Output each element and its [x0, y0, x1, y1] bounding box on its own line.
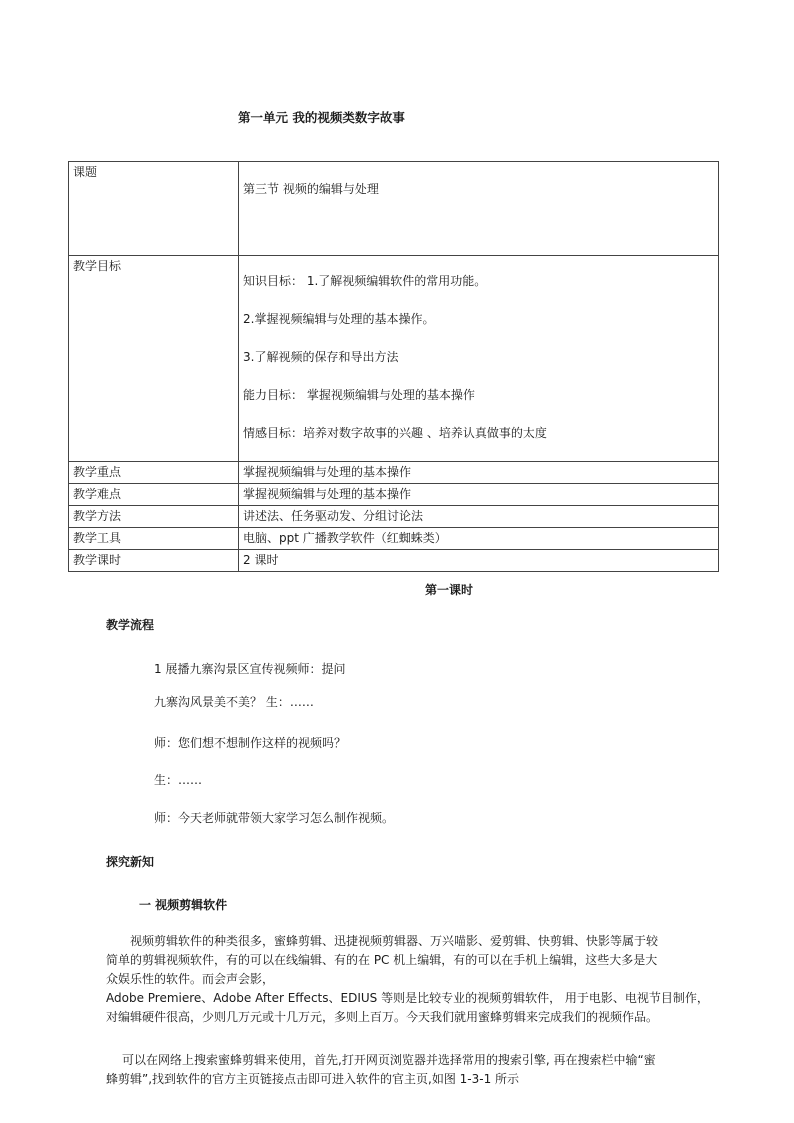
paragraph-line: 简单的剪辑视频软件，有的可以在线编辑、有的在 PC 机上编辑，有的可以在手机上编辑，这些大多是大: [106, 953, 658, 967]
table-row: [69, 550, 719, 572]
row-value: 2 课时: [239, 550, 719, 572]
goals-value: [239, 256, 719, 462]
paragraph-line: Adobe Premiere、Adobe After Effects、EDIUS 等则是比较专业的视频剪辑软件， 用于电影、电视节目制作，: [106, 991, 709, 1005]
lesson-plan-table: [68, 161, 719, 572]
row-value: 掌握视频编辑与处理的基本操作: [239, 484, 719, 506]
goal-item: 3.了解视频的保存和导出方法: [243, 350, 399, 364]
flow-line: 九寨沟风景美不美？ 生：……: [154, 695, 314, 709]
topic-label: 课题: [69, 162, 239, 256]
explore-heading: 探究新知: [106, 855, 155, 869]
goal-item: 知识目标： 1.了解视频编辑软件的常用功能。: [243, 274, 487, 288]
goal-item: 2.掌握视频编辑与处理的基本操作。: [243, 312, 435, 326]
row-value: 掌握视频编辑与处理的基本操作: [239, 462, 719, 484]
row-label: 教学课时: [69, 550, 239, 572]
flow-line: 1 展播九寨沟景区宣传视频师：提问: [154, 662, 346, 676]
paragraph-line: 视频剪辑软件的种类很多，蜜蜂剪辑、迅捷视频剪辑器、万兴喵影、爱剪辑、快剪辑、快影等属于较: [130, 934, 659, 948]
goal-item: 能力目标： 掌握视频编辑与处理的基本操作: [243, 388, 475, 402]
flow-line: 生：……: [154, 773, 203, 787]
intro-paragraph: [106, 932, 709, 1027]
table-row: [69, 528, 719, 550]
flow-line: 师：您们想不想制作这样的视频吗？: [154, 736, 347, 750]
goals-label: 教学目标: [69, 256, 239, 462]
row-label: 教学难点: [69, 484, 239, 506]
paragraph-line: 蜂剪辑”,找到软件的官方主页链接点击即可进入软件的官主页,如图 1-3-1 所示: [106, 1072, 520, 1086]
goal-item: 情感目标：培养对数字故事的兴趣 、培养认真做事的太度: [243, 426, 547, 440]
flow-heading: 教学流程: [106, 618, 155, 632]
table-row-topic: [69, 162, 719, 256]
row-label: 教学工具: [69, 528, 239, 550]
lesson-heading: 第一课时: [425, 583, 474, 597]
table-row: [69, 462, 719, 484]
section-heading: 一 视频剪辑软件: [139, 898, 228, 912]
table-row: [69, 484, 719, 506]
row-label: 教学方法: [69, 506, 239, 528]
row-value: 讲述法、任务驱动发、分组讨论法: [239, 506, 719, 528]
table-row: [69, 506, 719, 528]
flow-line: 师：今天老师就带领大家学习怎么制作视频。: [154, 811, 395, 825]
paragraph-line: 对编辑硬件很高，少则几万元或十几万元，多则上百万。今天我们就用蜜蜂剪辑来完成我们的视频作品。: [106, 1010, 659, 1024]
topic-value: 第三节 视频的编辑与处理: [239, 162, 719, 256]
row-label: 教学重点: [69, 462, 239, 484]
paragraph-line: 众娱乐性的软件。而会声会影，: [106, 972, 275, 986]
row-value: 电脑、ppt 广播教学软件（红蜘蛛类）: [239, 528, 719, 550]
table-row-goals: [69, 256, 719, 462]
unit-title: 第一单元 我的视频类数字故事: [238, 110, 405, 125]
paragraph-line: 可以在网络上搜索蜜蜂剪辑来使用，首先,打开网页浏览器并选择常用的搜索引擎, 再在搜索栏中输“蜜: [122, 1053, 656, 1067]
search-paragraph: [106, 1051, 656, 1089]
